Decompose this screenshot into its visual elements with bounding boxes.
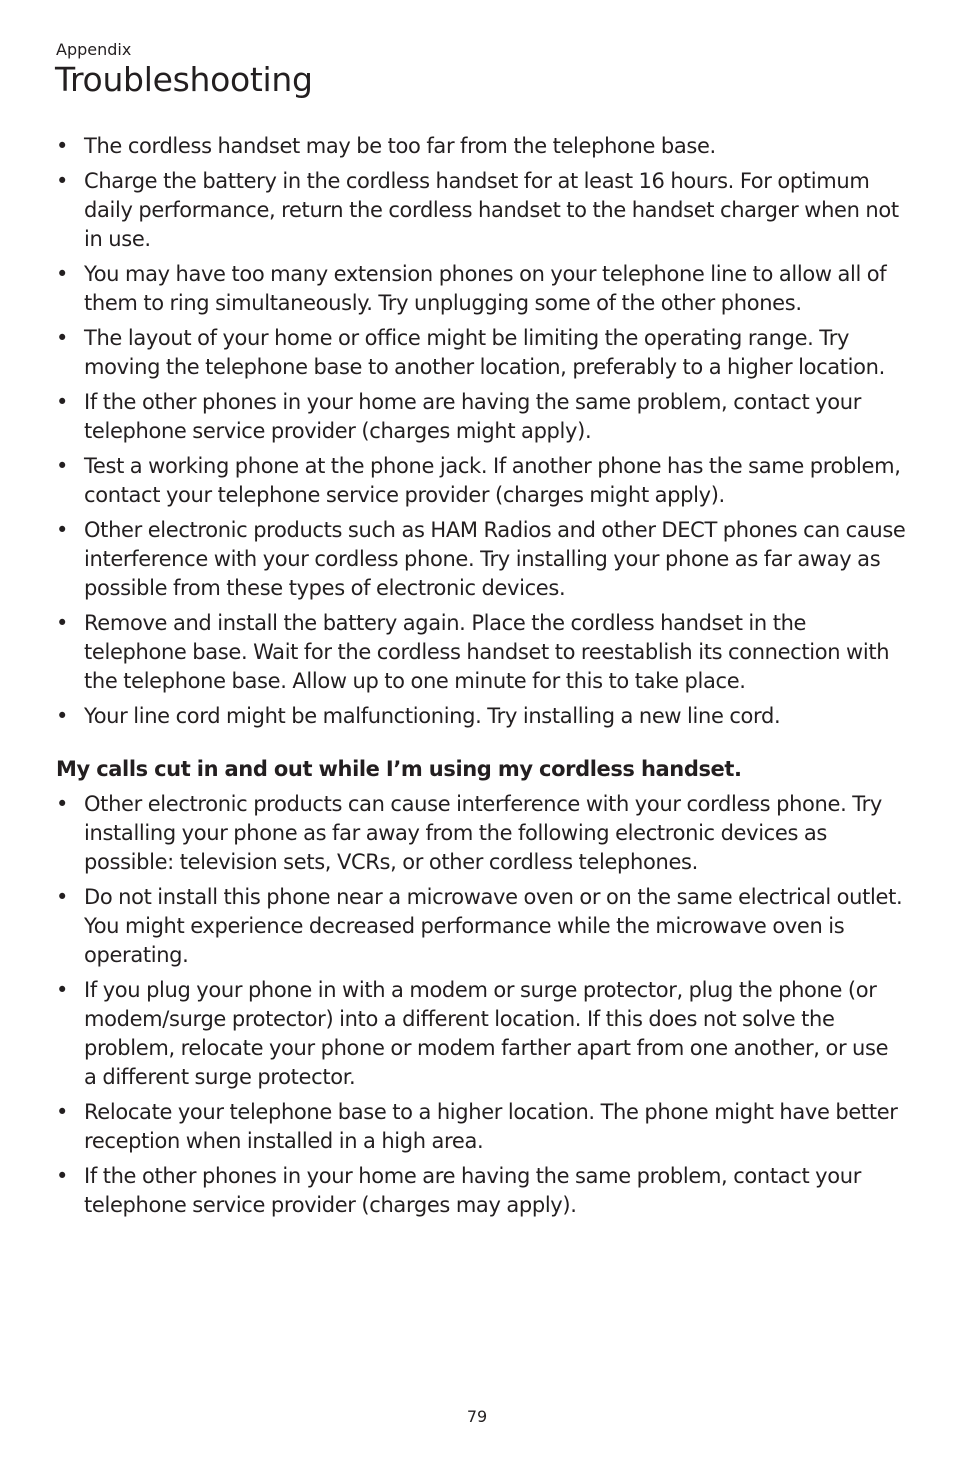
list-item-text: Relocate your telephone base to a higher location. The phone might have better reception when installed in a high area.: [84, 1100, 898, 1153]
bullet-list-cut-in-out: [56, 790, 906, 1220]
list-item: [56, 452, 906, 510]
list-item-text: If you plug your phone in with a modem or surge protector, plug the phone (or modem/surge protector) into a different location. If this does not solve the problem, relocate your phone or modem farther apart from one another, or use a different surge protector.: [84, 978, 889, 1089]
bullet-icon: •: [56, 169, 69, 193]
list-item: [56, 1162, 906, 1220]
list-item: [56, 790, 906, 877]
list-item-text: Other electronic products such as HAM Radios and other DECT phones can cause interference with your cordless phone. Try installing your phone as far away as possible from these types of electronic devices.: [84, 518, 906, 600]
bullet-icon: •: [56, 454, 69, 478]
list-item-text: If the other phones in your home are having the same problem, contact your telephone service provider (charges may apply).: [84, 1164, 861, 1217]
list-item-text: The layout of your home or office might be limiting the operating range. Try moving the telephone base to another location, preferably to a higher location.: [84, 326, 885, 379]
bullet-icon: •: [56, 885, 69, 909]
list-item: [56, 167, 906, 254]
list-item: [56, 702, 906, 731]
list-item-text: Test a working phone at the phone jack. If another phone has the same problem, contact your telephone service provider (charges might apply).: [84, 454, 901, 507]
bullet-list-range: [56, 132, 906, 731]
list-item-text: You may have too many extension phones on your telephone line to allow all of them to ring simultaneously. Try unplugging some of the other phones.: [84, 262, 887, 315]
bullet-icon: •: [56, 978, 69, 1002]
list-item: [56, 388, 906, 446]
section-label: Appendix: [56, 40, 132, 59]
list-item-text: Do not install this phone near a microwave oven or on the same electrical outlet. You might experience decreased performance while the microwave oven is operating.: [84, 885, 903, 967]
list-item-text: The cordless handset may be too far from the telephone base.: [84, 134, 716, 158]
list-item-text: Other electronic products can cause interference with your cordless phone. Try installing your phone as far away from the following electronic devices as possible: television sets, VCRs, or other cordless telephones.: [84, 792, 882, 874]
list-item-text: If the other phones in your home are having the same problem, contact your telephone service provider (charges might apply).: [84, 390, 861, 443]
section-heading: My calls cut in and out while I’m using my cordless handset.: [56, 757, 742, 781]
list-item-text: Charge the battery in the cordless handset for at least 16 hours. For optimum daily performance, return the cordless handset to the handset charger when not in use.: [84, 169, 899, 251]
bullet-icon: •: [56, 390, 69, 414]
list-item: [56, 324, 906, 382]
bullet-icon: •: [56, 1100, 69, 1124]
list-item: [56, 609, 906, 696]
list-item: [56, 1098, 906, 1156]
bullet-icon: •: [56, 704, 69, 728]
list-item: [56, 516, 906, 603]
bullet-icon: •: [56, 792, 69, 816]
bullet-icon: •: [56, 326, 69, 350]
list-item-text: Your line cord might be malfunctioning. Try installing a new line cord.: [84, 704, 781, 728]
list-item: [56, 260, 906, 318]
bullet-icon: •: [56, 518, 69, 542]
list-item: [56, 976, 906, 1092]
list-item-text: Remove and install the battery again. Place the cordless handset in the telephone base. Wait for the cordless handset to reestablish its connection with the telephone base. Allow up to one minute for this to take place.: [84, 611, 890, 693]
bullet-icon: •: [56, 611, 69, 635]
page-title: Troubleshooting: [55, 60, 313, 99]
page-number: 79: [466, 1407, 488, 1426]
page-content: [56, 132, 906, 1226]
bullet-icon: •: [56, 262, 69, 286]
bullet-icon: •: [56, 134, 69, 158]
list-item: [56, 883, 906, 970]
bullet-icon: •: [56, 1164, 69, 1188]
list-item: [56, 132, 906, 161]
